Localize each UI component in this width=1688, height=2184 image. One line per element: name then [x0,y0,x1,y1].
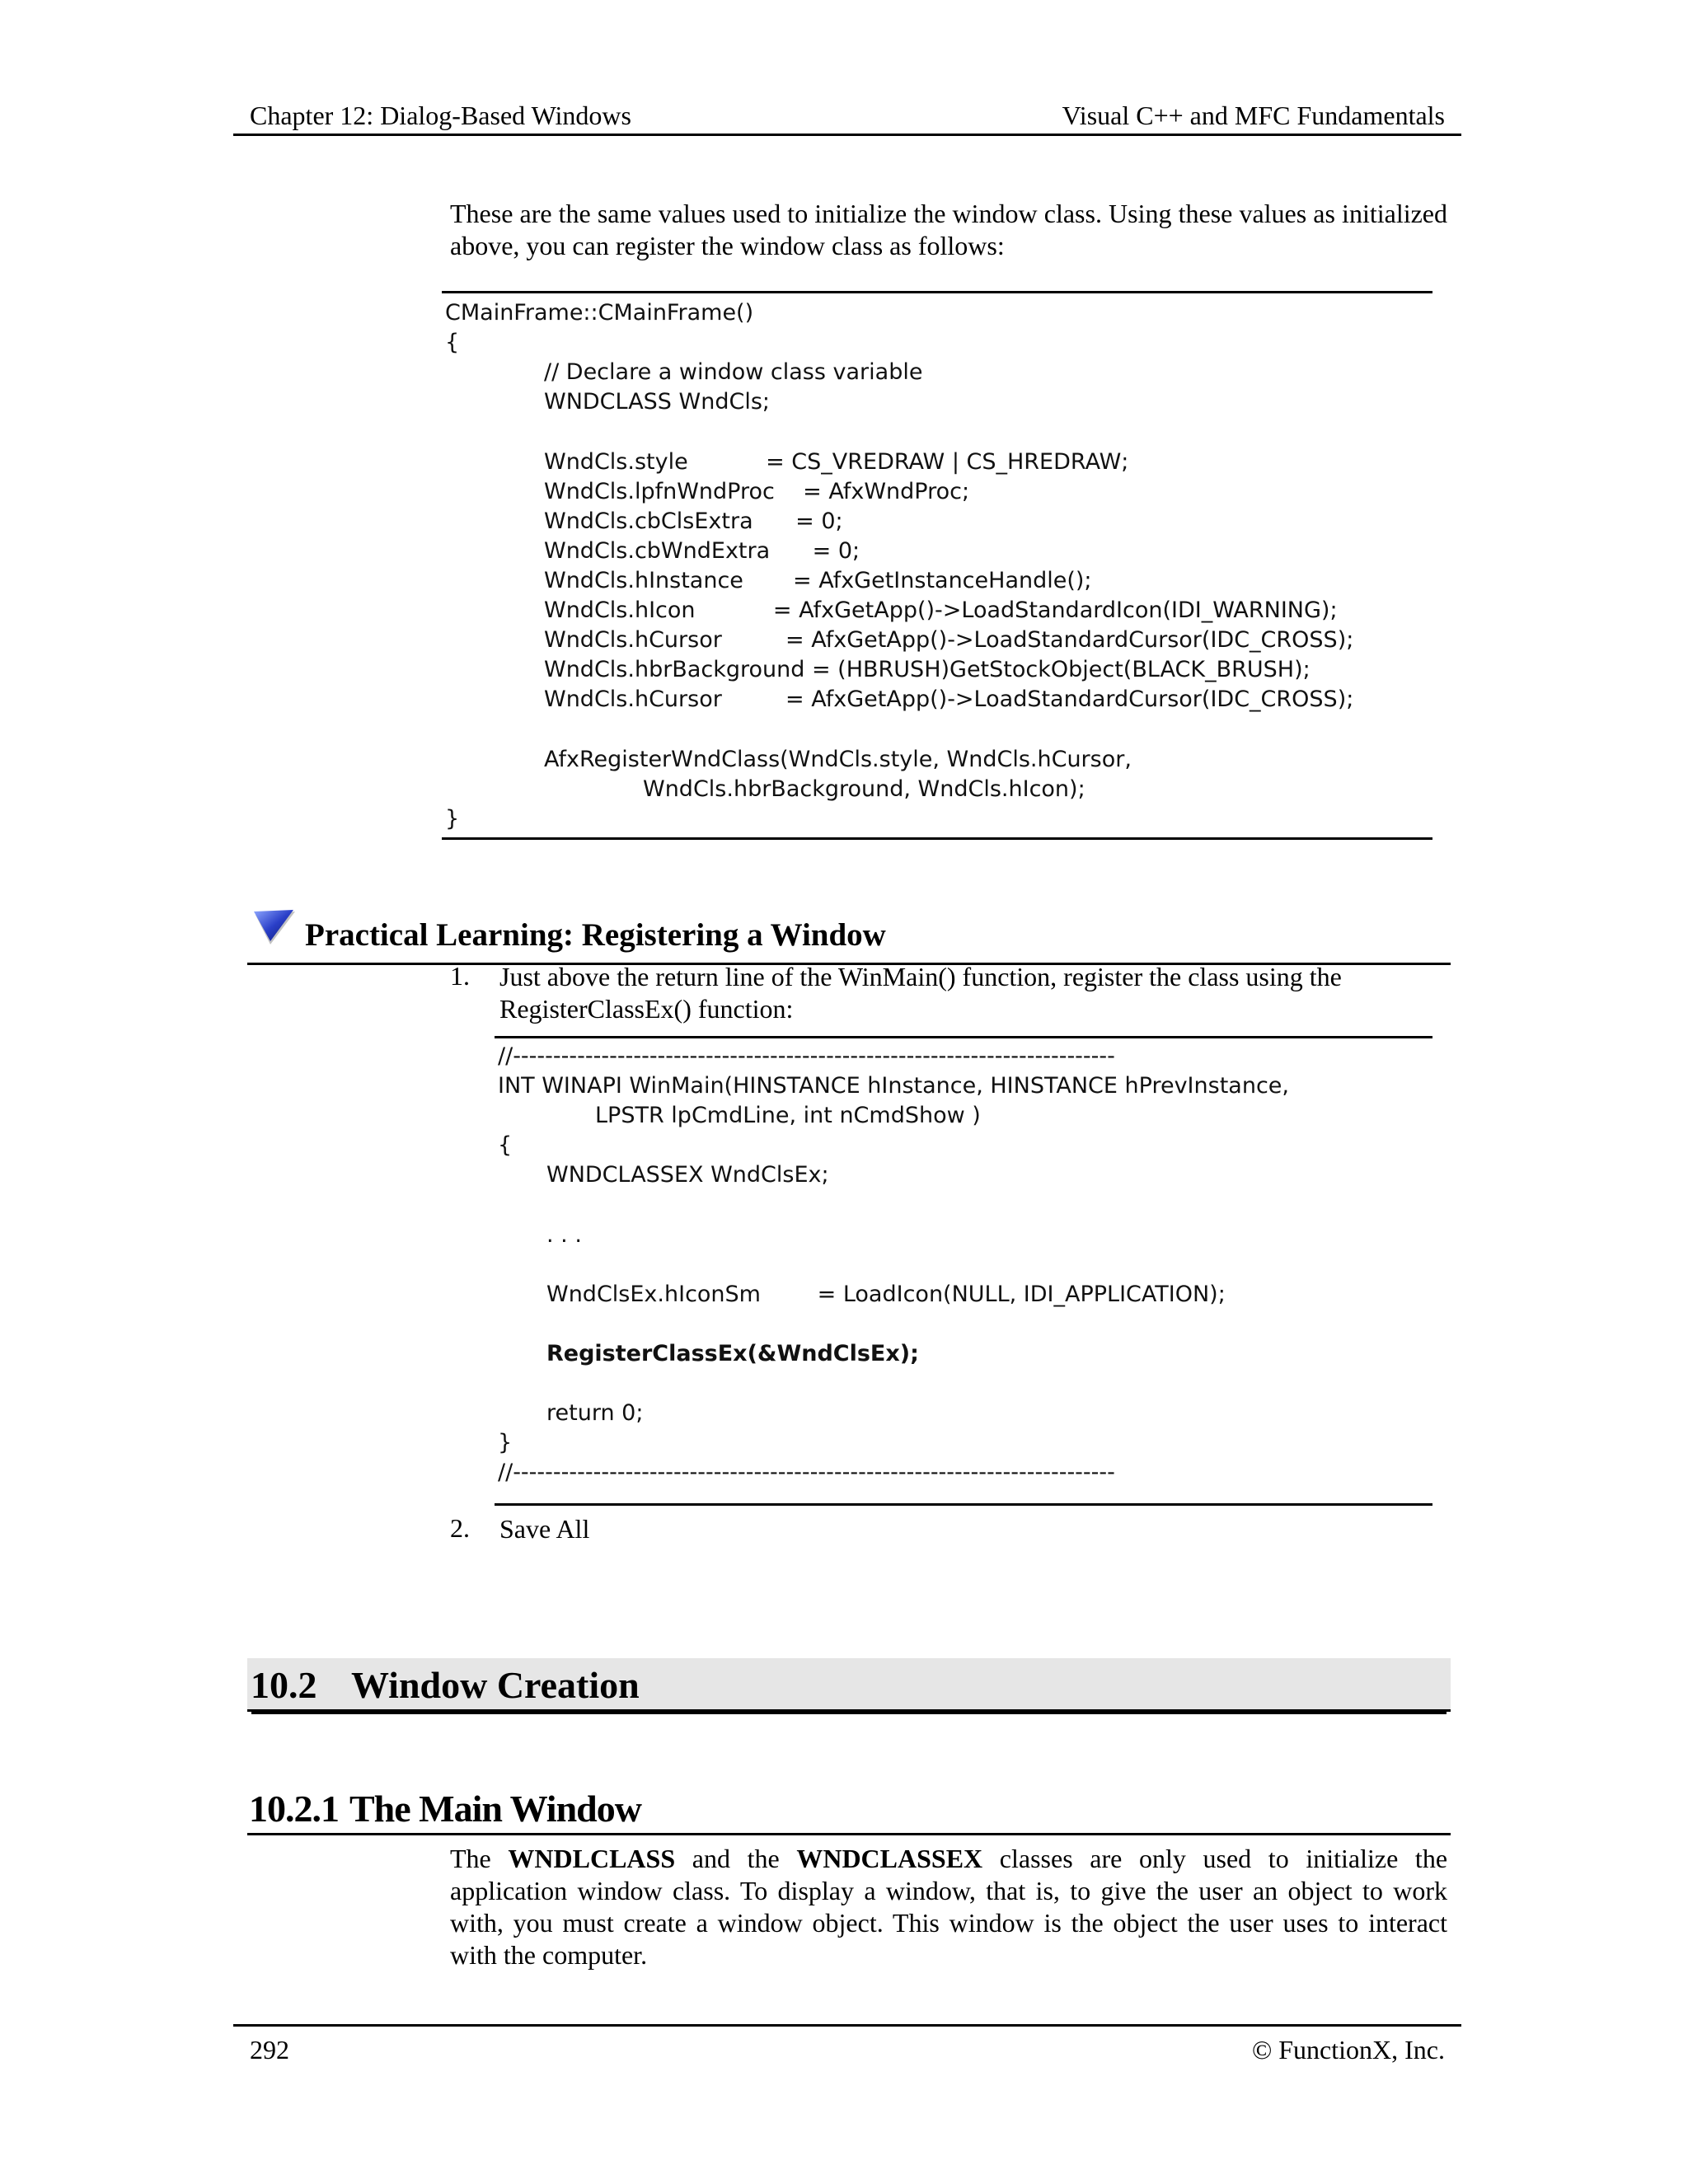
code-block-winmain [495,1036,1432,1506]
step-2-text: Save All [499,1514,590,1544]
code-line: CMainFrame::CMainFrame() [445,300,754,326]
paragraph-text-3: classes are only used to initialize the application window class. To display a window, that is, to give the user an object to work with, you must create a window object. This window is the object the user uses to interact with the computer. [450,1844,1448,1970]
code-line: } [445,805,460,832]
code-line: WndCls.cbWndExtra = 0; [544,537,860,564]
header-book-title: Visual C++ and MFC Fundamentals [1062,101,1445,130]
code-line: WNDCLASSEX WndClsEx; [546,1162,829,1188]
intro-paragraph: These are the same values used to initialize the window class. Using these values as initialized above, you can register the window class as follows: [450,199,1447,260]
main-window-paragraph [450,1843,1447,1971]
step-1-text: Just above the return line of the WinMain() function, register the class using the RegisterClassEx() function: [499,962,1342,1024]
step-2-number: 2. [450,1513,470,1543]
code-line: WndCls.lpfnWndProc = AfxWndProc; [544,478,970,504]
paragraph-text-2: and the [675,1844,797,1873]
code-line: WNDCLASS WndCls; [544,389,770,415]
code-line: LPSTR lpCmdLine, int nCmdShow ) [595,1103,981,1129]
header-chapter-title: Chapter 12: Dialog-Based Windows [250,101,631,130]
code-line: //--------------------------------------------------------------------------- [498,1043,1115,1069]
code-line: INT WINAPI WinMain(HINSTANCE hInstance, HINSTANCE hPrevInstance, [498,1073,1289,1099]
wndclassex-term: WNDCLASSEX [796,1844,983,1873]
code-line: WndCls.hIcon = AfxGetApp()->LoadStandardIcon(IDI_WARNING); [544,598,1338,623]
running-footer [233,2024,1461,2068]
code-line: AfxRegisterWndClass(WndCls.style, WndCls.hCursor, [544,746,1132,772]
code-line: return 0; [546,1400,644,1427]
code-line: WndClsEx.hIconSm = LoadIcon(NULL, IDI_APPLICATION); [546,1281,1226,1307]
code-line: //--------------------------------------------------------------------------- [498,1460,1115,1486]
wndlclass-term: WNDLCLASS [508,1844,676,1873]
section-number: 10.2 [251,1664,317,1706]
paragraph-text-1: The [450,1844,509,1873]
code-line: WndCls.hbrBackground = (HBRUSH)GetStockObject(BLACK_BRUSH); [544,657,1311,683]
step-1-number: 1. [450,961,470,991]
code-line: // Declare a window class variable [544,359,923,386]
subsection-number: 10.2.1 [249,1788,339,1830]
copyright-notice: © FunctionX, Inc. [1251,2035,1445,2064]
practical-learning-heading [247,903,1451,965]
code-line: WndCls.hInstance = AfxGetInstanceHandle(); [544,567,1092,593]
code-line: WndCls.hCursor = AfxGetApp()->LoadStandardCursor(IDC_CROSS); [544,627,1354,654]
running-header [233,97,1461,136]
code-line: WndCls.style = CS_VREDRAW | CS_HREDRAW; [544,448,1129,475]
code-line: . . . [546,1221,582,1248]
practical-learning-title: Practical Learning: Registering a Window [305,917,886,953]
code-line: { [498,1132,513,1159]
blue-triangle-icon [252,908,297,946]
code-line: WndCls.cbClsExtra = 0; [544,508,843,534]
code-line: } [498,1430,513,1456]
code-block-register-window-class [442,291,1432,840]
code-line: WndCls.hCursor = AfxGetApp()->LoadStandardCursor(IDC_CROSS); [544,687,1354,713]
page-number: 292 [250,2035,289,2064]
code-line: WndCls.hbrBackground, WndCls.hIcon); [643,776,1085,802]
subsection-heading-main-window [247,1780,1451,1835]
subsection-title: The Main Window [349,1788,641,1830]
code-line: RegisterClassEx(&WndClsEx); [546,1341,919,1366]
section-title: Window Creation [351,1664,640,1706]
code-line: { [445,330,460,356]
section-heading-window-creation [247,1658,1451,1712]
